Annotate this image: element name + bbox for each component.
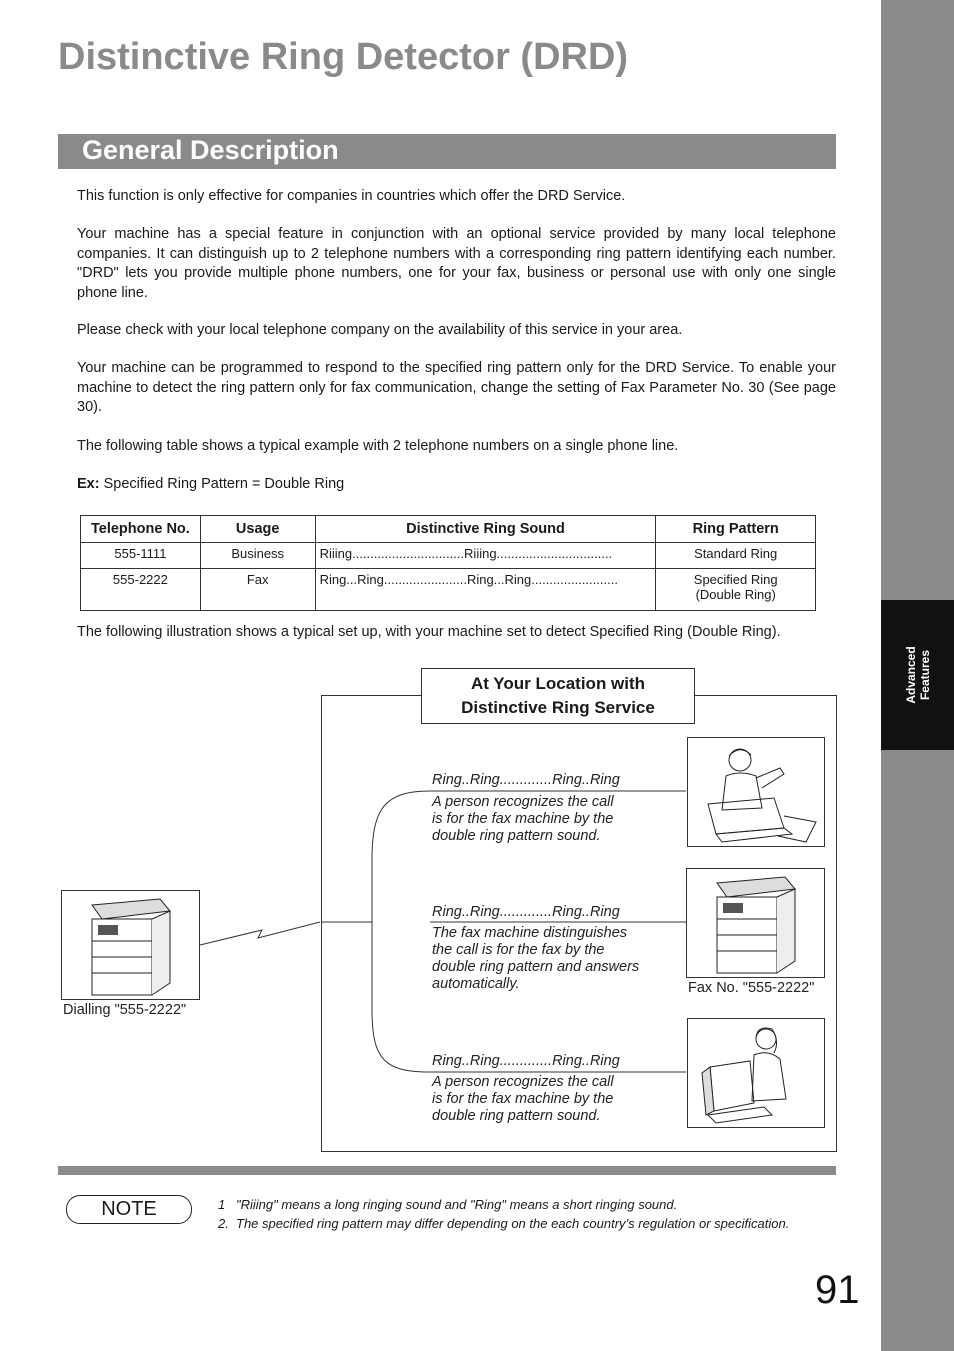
section-divider — [58, 1166, 836, 1175]
person-icon — [688, 738, 824, 846]
example-text: Specified Ring Pattern = Double Ring — [99, 476, 345, 492]
page-number: 91 — [815, 1268, 860, 1312]
paragraph-2: Your machine has a special feature in conjunction with an optional service provided by many local telephone companies. It can distinguish up to 2 telephone numbers with a corresponding ring pattern identifying each number. "DRD" lets you provide multiple phone numbers, one for your fax, business or personal use with only one single phone line. — [77, 226, 836, 301]
cell-usage: Fax — [200, 569, 315, 611]
phone-line-zigzag — [200, 922, 320, 945]
cell-pattern: Standard Ring — [656, 543, 816, 569]
page-title: Distinctive Ring Detector (DRD) — [58, 36, 629, 78]
header-ring-pattern: Ring Pattern — [656, 516, 816, 543]
paragraph-1: This function is only effective for companies in countries which offer the DRD Service. — [77, 188, 626, 204]
dialling-caption: Dialling "555-2222" — [63, 1002, 187, 1018]
cell-phone: 555-1111 — [81, 543, 201, 569]
fax-number-caption: Fax No. "555-2222" — [688, 980, 815, 996]
cell-sound: Riiing...............................Riiing................................ — [315, 543, 656, 569]
cell-usage: Business — [200, 543, 315, 569]
chapter-tab-label: Advanced Features — [903, 646, 932, 704]
ring-label-bottom: Ring..Ring.............Ring..Ring — [432, 1053, 620, 1069]
man-at-laptop-illustration — [687, 737, 825, 847]
header-ring-sound: Distinctive Ring Sound — [315, 516, 656, 543]
example-label: Ex: — [77, 476, 100, 492]
ring-label-middle: Ring..Ring.............Ring..Ring — [432, 904, 620, 920]
note-label: NOTE — [66, 1195, 192, 1224]
list-item: 1 "Riiing" means a long ringing sound and "Ring" means a short ringing sound. — [218, 1197, 678, 1212]
cell-sound: Ring...Ring.......................Ring...Ring........................ — [315, 569, 656, 611]
woman-at-computer-illustration — [687, 1018, 825, 1128]
list-item: 2. The specified ring pattern may differ depending on the each country’s regulation or specification. — [218, 1215, 790, 1231]
desc-top: A person recognizes the call is for the fax machine by the double ring pattern sound. — [432, 794, 614, 844]
paragraph-4: Your machine can be programmed to respond to the specified ring pattern only for the DRD Service. To enable your machine to detect the ring pattern only for fax communication, change the setting of Fax Parameter No. 30 (See page 30). — [77, 360, 836, 415]
person-icon — [688, 1019, 824, 1127]
paragraph-5: The following table shows a typical example with 2 telephone numbers on a single phone line. — [77, 438, 679, 454]
fax-machine-icon — [687, 869, 824, 977]
illustration-intro: The following illustration shows a typical set up, with your machine set to detect Specified Ring (Double Ring). — [77, 624, 781, 640]
section-title: General Description — [82, 135, 339, 165]
location-label-box: At Your Location with Distinctive Ring Service — [421, 668, 695, 724]
note-list — [218, 1196, 836, 1233]
header-telephone: Telephone No. — [81, 516, 201, 543]
fax-machine-icon — [62, 891, 199, 999]
desc-middle: The fax machine distinguishes the call is for the fax by the double ring pattern and answers automatically. — [432, 925, 640, 992]
cell-pattern: Specified Ring (Double Ring) — [656, 569, 816, 611]
remote-fax-illustration — [61, 890, 200, 1000]
fax-machine-illustration — [686, 868, 825, 978]
ring-label-top: Ring..Ring.............Ring..Ring — [432, 772, 620, 788]
cell-phone: 555-2222 — [81, 569, 201, 611]
header-usage: Usage — [200, 516, 315, 543]
desc-bottom: A person recognizes the call is for the fax machine by the double ring pattern sound. — [432, 1074, 614, 1124]
paragraph-3: Please check with your local telephone company on the availability of this service in your area. — [77, 322, 683, 338]
ring-bracket — [372, 791, 430, 1072]
